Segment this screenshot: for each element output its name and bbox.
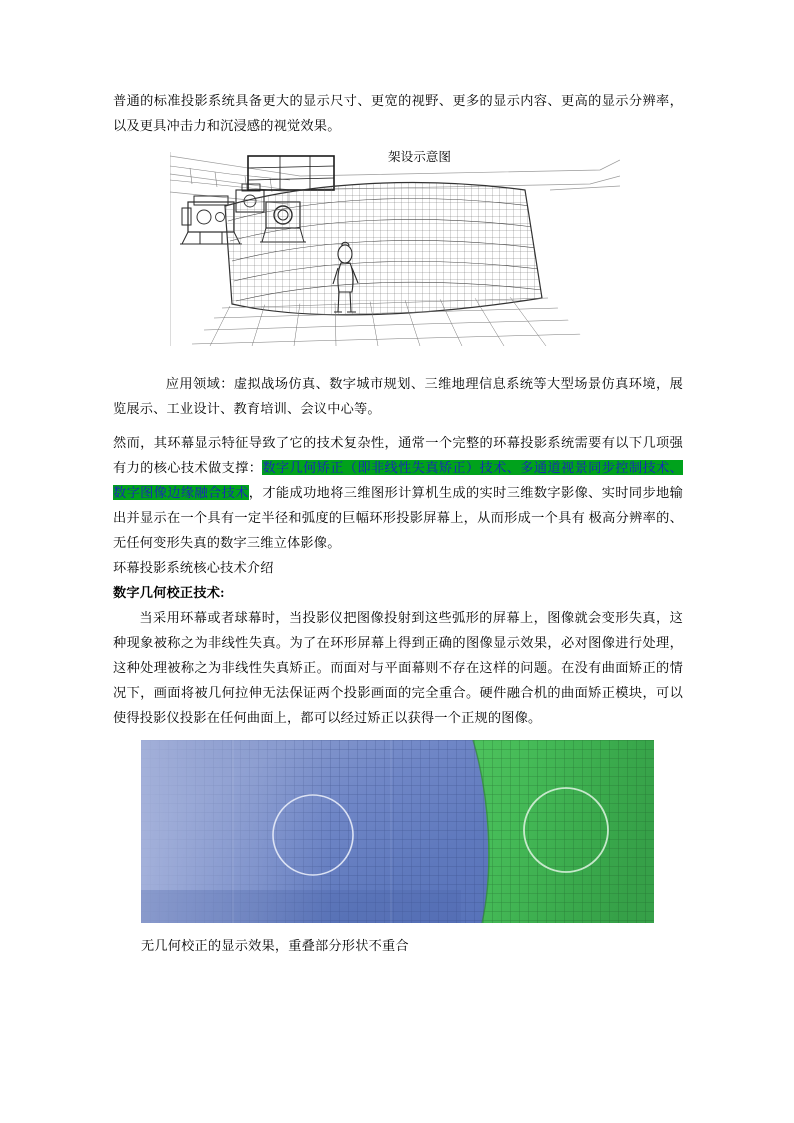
figure-projector-overlap-caption: 无几何校正的显示效果，重叠部分形状不重合 (141, 938, 409, 953)
paragraph-core-technologies-part1: 然而，其环幕显示特征导致了它的技术复杂性，通常一个完整的环幕投影系统需要有以下几项强有力的核心技术做支撑： (113, 435, 683, 475)
projector-overlap-grid-photo (141, 740, 654, 923)
paragraph-section-intro: 环幕投影系统核心技术介绍 (113, 560, 274, 575)
paragraph-intro: 普通的标准投影系统具备更大的显示尺寸、更宽的视野、更多的显示内容、更高的显示分辨率，以及更具冲击力和沉浸感的视觉效果。 (113, 93, 683, 133)
curved-screen-projection-setup-diagram (170, 146, 620, 351)
paragraph-core-technologies-part2: ，才能成功地将三维图形计算机生成的实时三维数字影像、实时同步地输出并显示在一个具有一定半径和弧度的巨幅环形投影屏幕上，从而形成一个具有 极高分辨率的、无任何变形失真的数字三维立体影像。 (113, 485, 683, 550)
figure-projection-setup (170, 146, 620, 351)
paragraph-geometric-correction-body: 当采用环幕或者球幕时，当投影仪把图像投射到这些弧形的屏幕上，图像就会变形失真，这种现象被称之为非线性失真。为了在环形屏幕上得到正确的图像显示效果，必对图像进行处理，这种处理被称之为非线性失真矫正。而面对与平面幕则不存在这样的问题。在没有曲面矫正的情况下，画面将被几何拉伸无法保证两个投影画面的完全重合。硬件融合机的曲面矫正模块，可以使得投影仪投影在任何曲面上，都可以经过矫正以获得一个正规的图像。 (113, 610, 683, 725)
highlighted-core-technologies: 数字几何矫正（即非线性失真矫正）技术、多通道视景同步控制技术、数字图像边缘融合技术 (113, 460, 684, 500)
document-content (113, 88, 683, 957)
heading-geometric-correction: 数字几何校正技术: (113, 585, 225, 600)
paragraph-core-technologies (113, 430, 683, 555)
figure-projection-setup-caption: 架设示意图 (388, 150, 451, 164)
paragraph-application-fields: 应用领域：虚拟战场仿真、数字城市规划、三维地理信息系统等大型场景仿真环境，展览展示、工业设计、教育培训、会议中心等。 (113, 376, 683, 416)
figure-projector-overlap (141, 740, 654, 923)
